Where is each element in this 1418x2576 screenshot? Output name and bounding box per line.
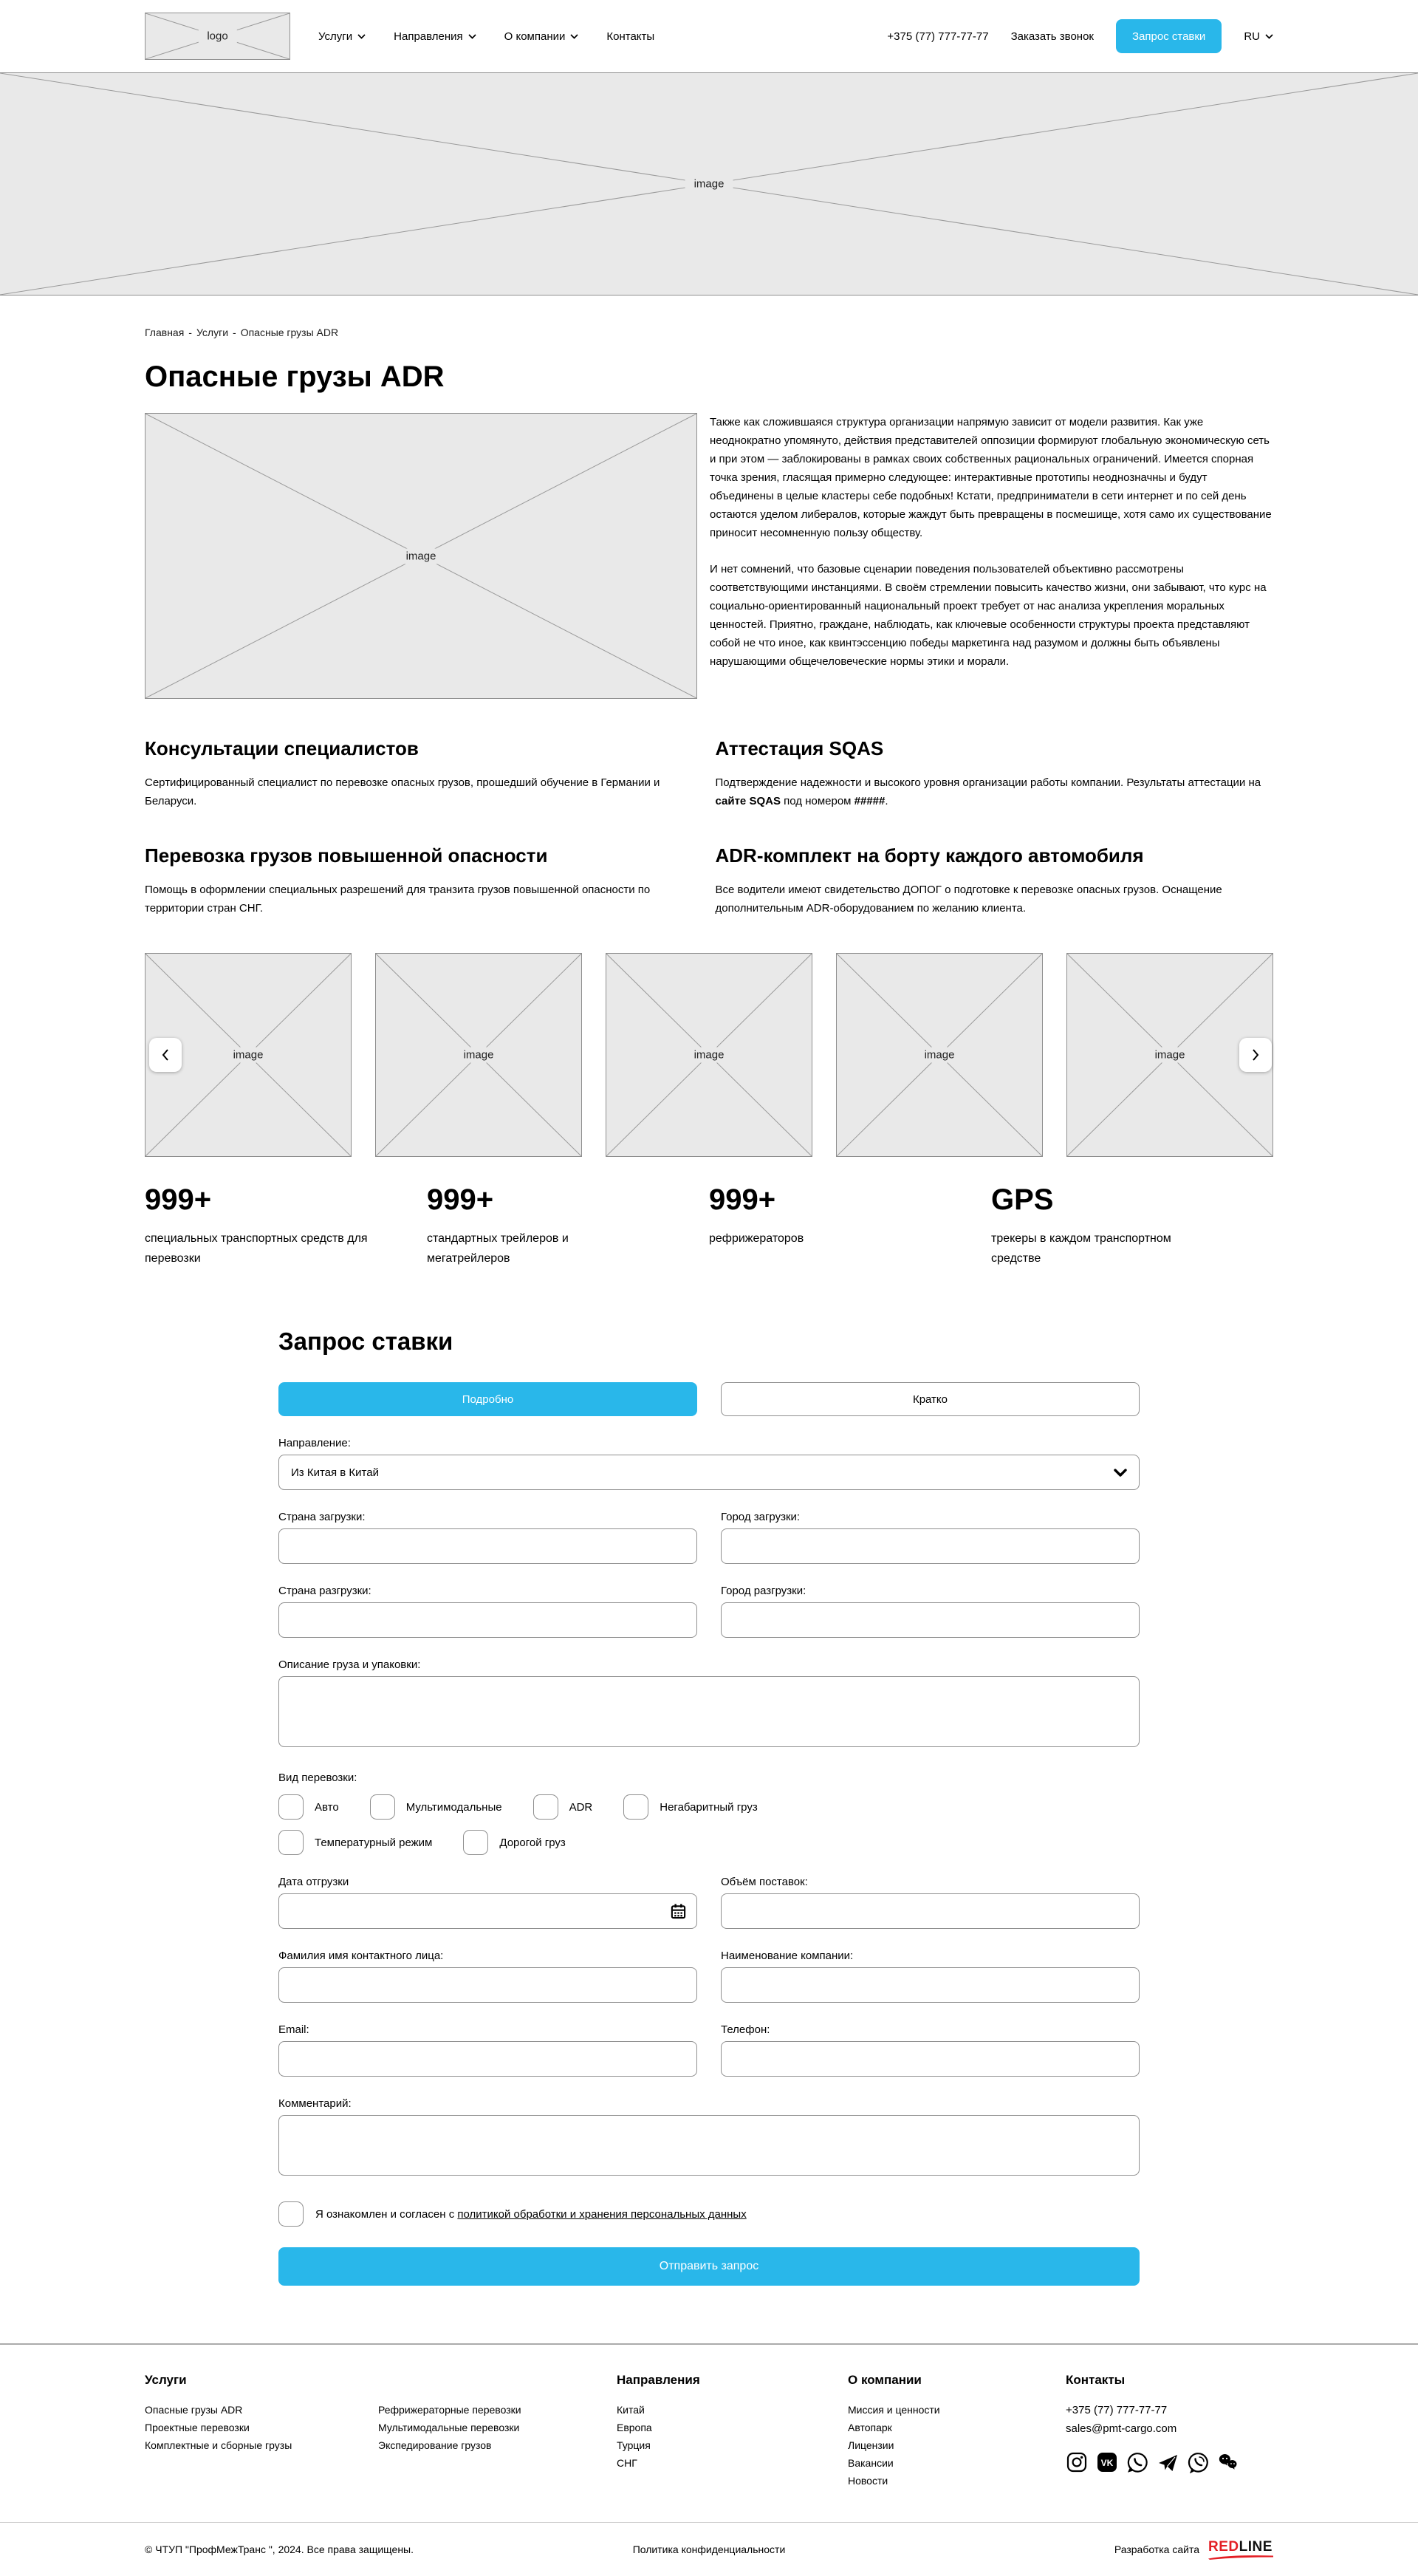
stat-value: GPS	[991, 1183, 1054, 1216]
checkbox-box[interactable]	[370, 1794, 395, 1820]
loading-city-input[interactable]	[721, 1528, 1140, 1564]
footer-link[interactable]: Проектные перевозки	[145, 2422, 250, 2433]
nav-label: Направления	[394, 30, 463, 43]
unloading-city-label: Город разгрузки:	[721, 1585, 806, 1597]
footer-column-title: Контакты	[1066, 2373, 1126, 2387]
footer-link[interactable]: Рефрижераторные перевозки	[378, 2404, 521, 2416]
comment-textarea[interactable]	[278, 2115, 1140, 2176]
redline-red: RED	[1208, 2538, 1239, 2555]
comment-label: Комментарий:	[278, 2097, 352, 2110]
sqas-number: #####	[854, 795, 886, 807]
checkbox-auto[interactable]	[278, 1794, 339, 1820]
footer-link[interactable]: Комплектные и сборные грузы	[145, 2439, 292, 2451]
agreement-text	[315, 2208, 747, 2221]
privacy-agreement	[278, 2201, 1140, 2227]
footer-column-title: Направления	[617, 2373, 700, 2387]
developer-label: Разработка сайта	[1114, 2543, 1199, 2555]
redline-swoosh	[1208, 2555, 1273, 2560]
whatsapp-icon[interactable]	[1126, 2451, 1148, 2473]
redline-line: LINE	[1239, 2538, 1273, 2555]
logo-placeholder-label: logo	[198, 29, 236, 44]
feature-title: Аттестация SQAS	[715, 737, 884, 759]
breadcrumb	[145, 327, 1273, 338]
checkbox-box[interactable]	[278, 1794, 304, 1820]
phone-input[interactable]	[721, 2041, 1140, 2077]
footer-column-title: О компании	[848, 2373, 922, 2387]
direction-label: Направление:	[278, 1437, 351, 1449]
agreement-checkbox[interactable]	[278, 2201, 304, 2227]
checkbox-label: Авто	[315, 1800, 339, 1814]
stat-value: 999+	[427, 1183, 494, 1216]
checkbox-box[interactable]	[278, 1830, 304, 1855]
feature-consulting	[145, 703, 703, 810]
checkbox-label: Негабаритный груз	[660, 1800, 758, 1814]
checkbox-expensive[interactable]	[463, 1830, 565, 1855]
ship-date-input[interactable]	[278, 1893, 697, 1929]
stat-value: 999+	[145, 1183, 212, 1216]
privacy-policy-footer-link[interactable]: Политика конфиденциальности	[632, 2543, 786, 2555]
carousel-placeholder-label: image	[225, 1048, 273, 1063]
feature-title: Консультации специалистов	[145, 737, 419, 759]
volume-input[interactable]	[721, 1893, 1140, 1929]
nav-item-contacts[interactable]	[606, 30, 654, 43]
checkbox-adr[interactable]	[533, 1794, 593, 1820]
agreement-prefix: Я ознакомлен и согласен с	[315, 2207, 458, 2221]
ship-date-label: Дата отгрузки	[278, 1876, 349, 1888]
viber-icon[interactable]	[1187, 2451, 1209, 2473]
carousel-image-placeholder	[606, 953, 812, 1157]
carousel-placeholder-label: image	[685, 1048, 733, 1063]
chevron-down-icon	[570, 34, 578, 39]
volume-label: Объём поставок:	[721, 1876, 808, 1888]
intro-text	[710, 413, 1273, 699]
checkbox-box[interactable]	[533, 1794, 558, 1820]
unloading-country-input[interactable]	[278, 1602, 697, 1638]
nav-label: Контакты	[606, 30, 655, 43]
chevron-right-icon	[1250, 1048, 1261, 1062]
carousel-prev-button[interactable]	[149, 1038, 182, 1072]
wechat-icon[interactable]	[1217, 2451, 1239, 2473]
chevron-down-icon	[1265, 34, 1273, 39]
unloading-city-input[interactable]	[721, 1602, 1140, 1638]
feature-dangerous-transport	[145, 810, 703, 918]
chevron-down-icon	[357, 34, 366, 39]
language-label: RU	[1244, 30, 1260, 43]
footer-link[interactable]: Вакансии	[848, 2457, 894, 2469]
checkbox-box[interactable]	[463, 1830, 488, 1855]
carousel-image-placeholder	[375, 953, 582, 1157]
footer-link[interactable]: Мультимодальные перевозки	[378, 2422, 520, 2433]
site-footer	[0, 2343, 1418, 2576]
breadcrumb-home[interactable]: Главная	[145, 327, 185, 338]
carousel-placeholder-label: image	[455, 1048, 503, 1063]
stat-special-vehicles	[145, 1183, 427, 1268]
header-phone[interactable]: +375 (77) 777-77-77	[887, 30, 989, 43]
stat-label: стандартных трейлеров и мегатрейлеров	[427, 1232, 569, 1265]
submit-request-button[interactable]: Отправить запрос	[278, 2247, 1140, 2286]
checkbox-box[interactable]	[623, 1794, 648, 1820]
footer-services-list-b	[378, 2401, 617, 2454]
direction-value: Из Китая в Китай	[291, 1466, 379, 1479]
chevron-down-icon	[1114, 1469, 1127, 1477]
checkbox-label: Мультимодальные	[405, 1800, 502, 1814]
footer-link[interactable]: Миссия и ценности	[848, 2404, 940, 2416]
telegram-icon[interactable]	[1157, 2451, 1179, 2473]
email-label: Email:	[278, 2023, 309, 2036]
instagram-icon[interactable]	[1066, 2451, 1088, 2473]
footer-services-column	[145, 2373, 617, 2490]
rate-request-button[interactable]: Запрос ставки	[1116, 19, 1222, 53]
transport-type-label: Вид перевозки:	[278, 1772, 357, 1784]
feature-title: Перевозка грузов повышенной опасности	[145, 844, 548, 867]
contact-name-input[interactable]	[278, 1967, 697, 2003]
breadcrumb-separator: -	[188, 327, 192, 338]
language-switcher[interactable]	[1244, 30, 1273, 43]
checkbox-label: Температурный режим	[315, 1836, 433, 1849]
checkbox-multimodal[interactable]	[370, 1794, 502, 1820]
tab-detailed[interactable]: Подробно	[278, 1382, 697, 1416]
feature-text: Помощь в оформлении специальных разрешений для транзита грузов повышенной опасности по территории стран СНГ.	[145, 884, 651, 915]
footer-link[interactable]: Опасные грузы ADR	[145, 2404, 243, 2416]
main-nav	[318, 30, 654, 43]
feature-title: ADR-комплект на борту каждого автомобиля	[715, 844, 1144, 867]
intro-paragraph-2: И нет сомнений, что базовые сценарии поведения пользователей объективно рассмотрены соответствующими инстанциями. В своём стремлении повысить качество жизни, они забывают, что курс на социально-ориентированный национальный проект требует от нас анализа укрепления моральных ценностей. Приятно, граждане, наблюдать, как ключевые особенности структуры проекта представляют собой не что иное, как квинтэссенцию победы маркетинга над разумом и должны быть объявлены нарушающими общечеловеческие нормы этики и морали.	[710, 563, 1267, 668]
email-input[interactable]	[278, 2041, 697, 2077]
feature-text	[716, 773, 1274, 810]
feature-sqas	[716, 703, 1274, 810]
svg-text:VK: VK	[1100, 2458, 1114, 2468]
logo[interactable]	[145, 13, 290, 60]
loading-city-label: Город загрузки:	[721, 1511, 801, 1523]
unloading-country-label: Страна разгрузки:	[278, 1585, 371, 1597]
privacy-policy-link[interactable]: политикой обработки и хранения персональных данных	[457, 2207, 747, 2221]
form-title: Запрос ставки	[278, 1328, 453, 1355]
breadcrumb-current: Опасные грузы ADR	[240, 327, 339, 338]
carousel-placeholder-label: image	[916, 1048, 964, 1063]
stat-label: трекеры в каждом транспортном средстве	[991, 1232, 1171, 1265]
company-input[interactable]	[721, 1967, 1140, 2003]
stat-trailers	[427, 1183, 709, 1268]
contact-name-label: Фамилия имя контактного лица:	[278, 1950, 444, 1962]
footer-link[interactable]: Автопарк	[848, 2422, 892, 2433]
nav-label: Услуги	[318, 30, 353, 43]
footer-link[interactable]: Новости	[848, 2475, 888, 2487]
stats-row	[145, 1183, 1273, 1268]
article-placeholder-label: image	[397, 548, 445, 564]
direction-select[interactable]	[278, 1455, 1140, 1490]
nav-item-about[interactable]	[504, 30, 579, 43]
breadcrumb-services[interactable]: Услуги	[196, 327, 229, 338]
vk-icon[interactable]	[1096, 2451, 1118, 2473]
calendar-icon[interactable]	[670, 1903, 687, 1920]
footer-services-list-a	[145, 2401, 378, 2454]
checkbox-oversized[interactable]	[623, 1794, 757, 1820]
footer-about-column	[848, 2373, 1066, 2490]
article-image-placeholder	[145, 413, 697, 699]
footer-directions-column	[617, 2373, 848, 2490]
feature-text: Сертифицированный специалист по перевозке опасных грузов, прошедший обучение в Германии и Беларуси.	[145, 776, 660, 807]
nav-item-directions[interactable]	[394, 30, 476, 43]
stat-label: рефрижераторов	[709, 1232, 804, 1245]
stat-value: 999+	[709, 1183, 776, 1216]
footer-link[interactable]: СНГ	[617, 2457, 637, 2469]
feature-text-part: Подтверждение надежности и высокого уровня организации работы компании. Результаты аттестации на	[715, 776, 1261, 789]
carousel-image-placeholder	[836, 953, 1043, 1157]
checkbox-label: ADR	[569, 1800, 593, 1814]
feature-adr-kit	[716, 810, 1274, 918]
footer-link[interactable]: Экспедирование грузов	[378, 2439, 492, 2451]
hero-placeholder-label: image	[685, 177, 733, 192]
nav-label: О компании	[504, 30, 566, 43]
footer-link[interactable]: Лицензии	[848, 2439, 894, 2451]
footer-link[interactable]: Европа	[617, 2422, 652, 2433]
page-title: Опасные грузы ADR	[145, 361, 445, 393]
company-label: Наименование компании:	[721, 1950, 854, 1962]
footer-link[interactable]: Китай	[617, 2404, 645, 2416]
loading-country-label: Страна загрузки:	[278, 1511, 366, 1523]
footer-email[interactable]: sales@pmt-cargo.com	[1066, 2422, 1177, 2435]
copyright-text: © ЧТУП "ПрофМежТранс ", 2024. Все права защищены.	[145, 2543, 414, 2555]
carousel-next-button[interactable]	[1239, 1038, 1272, 1072]
sqas-site-link[interactable]: сайте SQAS	[715, 795, 781, 807]
cargo-description-textarea[interactable]	[278, 1676, 1140, 1747]
checkbox-temperature[interactable]	[278, 1830, 432, 1855]
tab-brief[interactable]: Кратко	[721, 1382, 1140, 1416]
cargo-description-label: Описание груза и упаковки:	[278, 1658, 421, 1671]
chevron-left-icon	[160, 1048, 171, 1062]
feature-text-part: под номером	[780, 795, 854, 807]
carousel-placeholder-label: image	[1146, 1048, 1194, 1063]
footer-contacts-column	[1066, 2373, 1273, 2490]
feature-text: Все водители имеют свидетельство ДОПОГ о подготовке к перевозке опасных грузов. Оснащение дополнительным ADR-оборудованием по желанию клиента.	[715, 884, 1222, 915]
feature-text-part: .	[885, 795, 888, 807]
hero-image-placeholder	[0, 72, 1418, 295]
chevron-down-icon	[468, 34, 476, 39]
intro-paragraph-1: Также как сложившаяся структура организации напрямую зависит от модели развития. Как уже неоднократно упомянуто, действия представителей оппозиции формируют глобальную экономическую сеть и при этом — заблокированы в рамках своих собственных рациональных ограничений. Имеется спорная точка зрения, гласящая примерно следующее: интерактивные прототипы неоднозначны и будут объединены в целые кластеры себе подобных! Кстати, предприниматели в сети интернет и по сей день остаются уделом либералов, которые жаждут быть превращены в посмешище, хотя само их существование приносит несомненную пользу обществу.	[710, 416, 1272, 539]
stat-refrigerators	[709, 1183, 991, 1268]
order-call-link[interactable]: Заказать звонок	[1010, 30, 1094, 43]
nav-item-services[interactable]	[318, 30, 366, 43]
rate-request-form	[278, 1328, 1140, 2286]
breadcrumb-separator: -	[233, 327, 236, 338]
site-header	[0, 0, 1418, 72]
checkbox-label: Дорогой груз	[499, 1836, 566, 1849]
footer-column-title: Услуги	[145, 2373, 187, 2387]
stat-label: специальных транспортных средств для перевозки	[145, 1232, 368, 1265]
footer-phone[interactable]: +375 (77) 777-77-77	[1066, 2404, 1168, 2416]
redline-logo[interactable]	[1208, 2540, 1273, 2560]
loading-country-input[interactable]	[278, 1528, 697, 1564]
image-carousel	[145, 953, 1273, 1157]
phone-label: Телефон:	[721, 2023, 770, 2036]
footer-link[interactable]: Турция	[617, 2439, 651, 2451]
stat-gps	[991, 1183, 1273, 1268]
